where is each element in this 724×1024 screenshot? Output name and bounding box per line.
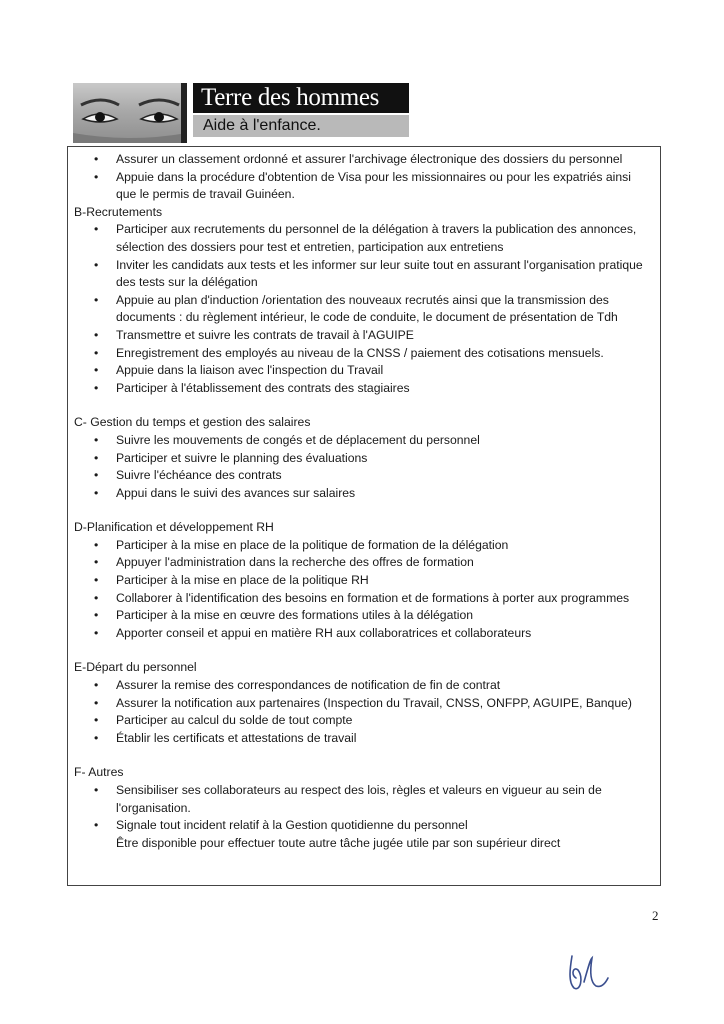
list-item: • Appuyer l'administration dans la recherche des offres de formation bbox=[74, 554, 654, 572]
list-item: • Suivre les mouvements de congés et de déplacement du personnel bbox=[74, 432, 654, 450]
document-body bbox=[74, 151, 654, 869]
list-item: • Appuie dans la liaison avec l'inspection du Travail bbox=[74, 362, 654, 380]
page-number: 2 bbox=[652, 908, 659, 923]
logo-tagline: Aide à l'enfance. bbox=[193, 115, 409, 137]
list-item: • Participer à l'établissement des contrats des stagiaires bbox=[74, 380, 654, 398]
logo-eyes-image bbox=[73, 83, 187, 143]
list-item: • Appuie dans la procédure d'obtention de Visa pour les missionnaires ou pour les expatriés ainsi que le permis de travail Guinéen. bbox=[74, 169, 654, 204]
list-item: • Transmettre et suivre les contrats de travail à l'AGUIPE bbox=[74, 327, 654, 345]
list-item: • Assurer un classement ordonné et assurer l'archivage électronique des dossiers du personnel bbox=[74, 151, 654, 169]
list-item: • Établir les certificats et attestations de travail bbox=[74, 730, 654, 748]
list-item: • Participer au calcul du solde de tout compte bbox=[74, 712, 654, 730]
section-title: C- Gestion du temps et gestion des salaires bbox=[74, 415, 311, 430]
list-item: • Assurer la notification aux partenaires (Inspection du Travail, CNSS, ONFPP, AGUIPE, Banque) bbox=[74, 695, 654, 713]
list-item: • Participer à la mise en œuvre des formations utiles à la délégation bbox=[74, 607, 654, 625]
section-planification bbox=[74, 519, 654, 642]
list-item: • Participer à la mise en place de la politique de formation de la délégation bbox=[74, 537, 654, 555]
section-autres bbox=[74, 764, 654, 852]
section-gestion-temps bbox=[74, 414, 654, 502]
list-item: • Signale tout incident relatif à la Gestion quotidienne du personnel bbox=[74, 817, 654, 835]
list-item: • Apporter conseil et appui en matière RH aux collaboratrices et collaborateurs bbox=[74, 625, 654, 643]
section-depart bbox=[74, 659, 654, 747]
handwritten-initials bbox=[560, 948, 620, 1003]
section-title: D-Planification et développement RH bbox=[74, 520, 274, 535]
intro-list bbox=[74, 151, 654, 204]
list-item: • Participer aux recrutements du personnel de la délégation à travers la publication des annonces, sélection des dossiers pour test et entretien, participation aux entretiens bbox=[74, 221, 654, 256]
section-recrutements bbox=[74, 204, 654, 398]
section-title: F- Autres bbox=[74, 765, 124, 780]
list-item: • Assurer la remise des correspondances de notification de fin de contrat bbox=[74, 677, 654, 695]
section-title: E-Départ du personnel bbox=[74, 660, 197, 675]
logo bbox=[73, 83, 409, 143]
list-item: • Appui dans le suivi des avances sur salaires bbox=[74, 485, 654, 503]
list-item: • Sensibiliser ses collaborateurs au respect des lois, règles et valeurs en vigueur au sein de l'organisation. bbox=[74, 782, 654, 817]
list-item: • Appuie au plan d'induction /orientation des nouveaux recrutés ainsi que la transmission des documents : du règlement intérieur, le code de conduite, le document de présentation de Tdh bbox=[74, 292, 654, 327]
list-item: • Participer à la mise en place de la politique RH bbox=[74, 572, 654, 590]
list-item: • Suivre l'échéance des contrats bbox=[74, 467, 654, 485]
list-item: • Participer et suivre le planning des évaluations bbox=[74, 450, 654, 468]
list-item: • Inviter les candidats aux tests et les informer sur leur suite tout en assurant l'organisation pratique des tests sur la délégation bbox=[74, 257, 654, 292]
trailing-line: Être disponible pour effectuer toute autre tâche jugée utile par son supérieur direct bbox=[116, 835, 561, 850]
section-title: B-Recrutements bbox=[74, 204, 163, 219]
list-item: • Collaborer à l'identification des besoins en formation et de formations à porter aux programmes bbox=[74, 590, 654, 608]
logo-brand-name: Terre des hommes bbox=[193, 83, 409, 113]
list-item: • Enregistrement des employés au niveau de la CNSS / paiement des cotisations mensuels. bbox=[74, 345, 654, 363]
